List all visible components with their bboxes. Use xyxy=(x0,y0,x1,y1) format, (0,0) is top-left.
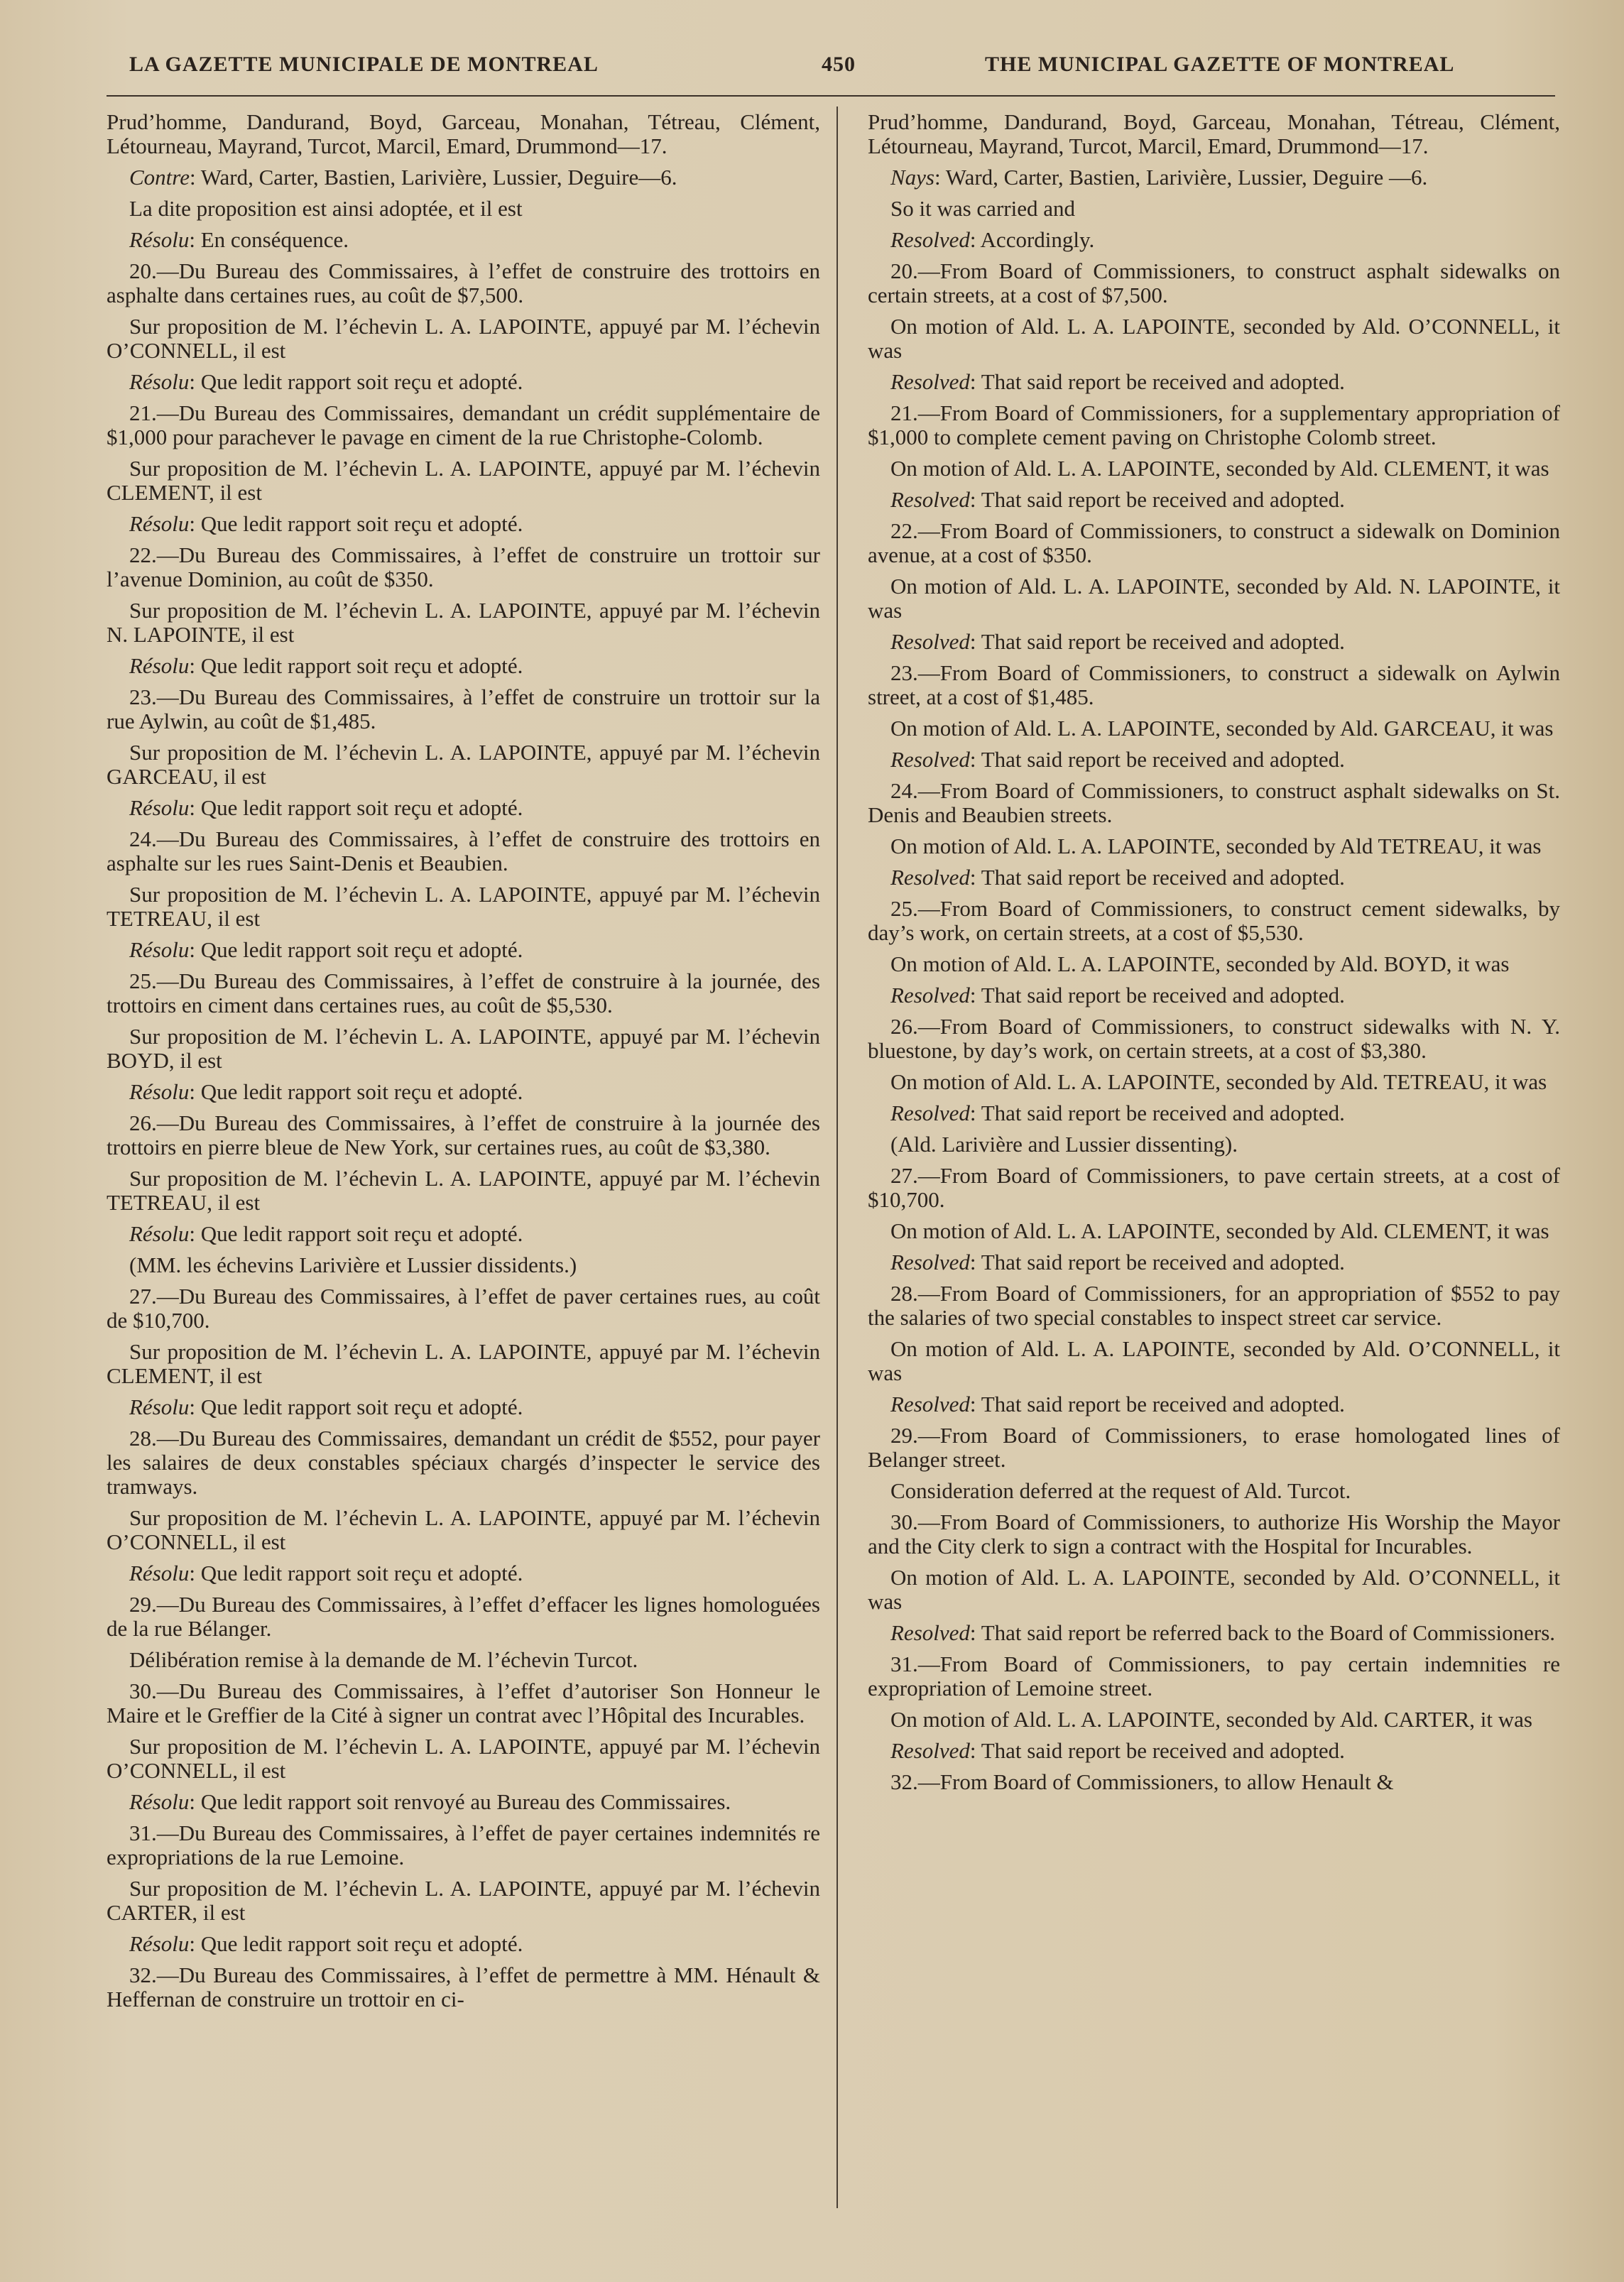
paragraph-text: Sur proposition de M. l’échevin L. A. LAPOINTE, appuyé par M. l’échevin CLEMENT, il est xyxy=(107,1339,820,1388)
paragraph xyxy=(107,685,820,733)
paragraph xyxy=(107,1821,820,1869)
paragraph-text: : En conséquence. xyxy=(189,227,349,252)
italic-label: Contre xyxy=(129,165,190,190)
paragraph-text: : That said report be received and adopted. xyxy=(969,983,1345,1008)
paragraph-text: Délibération remise à la demande de M. l’échevin Turcot. xyxy=(129,1647,638,1672)
paragraph-text: On motion of Ald. L. A. LAPOINTE, seconded by Ald. CLEMENT, it was xyxy=(890,456,1549,481)
paragraph xyxy=(107,110,820,158)
paragraph-text: : Que ledit rapport soit reçu et adopté. xyxy=(189,795,523,820)
paragraph xyxy=(107,197,820,221)
paragraph-text: On motion of Ald. L. A. LAPOINTE, seconded by Ald. BOYD, it was xyxy=(890,951,1510,976)
paragraph xyxy=(107,1395,820,1419)
italic-label: Résolu xyxy=(129,369,190,394)
paragraph xyxy=(107,1080,820,1104)
page-header xyxy=(129,53,1560,88)
paragraph xyxy=(868,748,1560,772)
paragraph-text: Sur proposition de M. l’échevin L. A. LAPOINTE, appuyé par M. l’échevin CLEMENT, il est xyxy=(107,456,820,505)
paragraph xyxy=(107,1679,820,1727)
paragraph-text: 22.—Du Bureau des Commissaires, à l’effet de construire un trottoir sur l’avenue Dominion, au coût de $350. xyxy=(107,542,820,591)
paragraph xyxy=(107,228,820,252)
italic-label: Resolved xyxy=(890,369,970,394)
paragraph xyxy=(107,741,820,789)
paragraph xyxy=(107,543,820,591)
paragraph-text: : Que ledit rapport soit reçu et adopté. xyxy=(189,1394,523,1419)
paragraph-text: (MM. les échevins Larivière et Lussier dissidents.) xyxy=(129,1252,577,1277)
paragraph-text: : Que ledit rapport soit reçu et adopté. xyxy=(189,1221,523,1246)
paragraph xyxy=(107,370,820,394)
paragraph xyxy=(868,1708,1560,1732)
page-number: 450 xyxy=(822,53,856,76)
paragraph-text: On motion of Ald. L. A. LAPOINTE, seconded by Ald. TETREAU, it was xyxy=(890,1069,1547,1094)
paragraph xyxy=(107,457,820,505)
paragraph-text: 27.—From Board of Commissioners, to pave certain streets, at a cost of $10,700. xyxy=(868,1163,1560,1212)
paragraph-text: 31.—From Board of Commissioners, to pay certain indemnities re expropriation of Lemoine street. xyxy=(868,1652,1560,1700)
paragraph-text: Sur proposition de M. l’échevin L. A. LAPOINTE, appuyé par M. l’échevin TETREAU, il est xyxy=(107,1166,820,1215)
paragraph xyxy=(868,110,1560,158)
paragraph-text: : That said report be received and adopted. xyxy=(969,1392,1345,1416)
paragraph-text: 23.—Du Bureau des Commissaires, à l’effet de construire un trottoir sur la rue Aylwin, au coût de $1,485. xyxy=(107,684,820,733)
italic-label: Résolu xyxy=(129,1561,190,1585)
paragraph xyxy=(868,519,1560,567)
column-divider xyxy=(836,107,838,2208)
paragraph xyxy=(868,370,1560,394)
paragraph xyxy=(868,897,1560,945)
paragraph-text: 25.—From Board of Commissioners, to construct cement sidewalks, by day’s work, on certain streets, at a cost of $5,530. xyxy=(868,896,1560,945)
italic-label: Resolved xyxy=(890,629,970,654)
paragraph-text: On motion of Ald. L. A. LAPOINTE, seconded by Ald. O’CONNELL, it was xyxy=(868,1565,1560,1614)
paragraph-text: : Que ledit rapport soit reçu et adopté. xyxy=(189,937,523,962)
italic-label: Résolu xyxy=(129,227,190,252)
paragraph-text: On motion of Ald. L. A. LAPOINTE, seconded by Ald. O’CONNELL, it was xyxy=(868,1336,1560,1385)
paragraph-text: : That said report be received and adopted. xyxy=(969,747,1345,772)
paragraph-text: : Accordingly. xyxy=(969,227,1095,252)
italic-label: Resolved xyxy=(890,1101,970,1125)
paragraph-text: La dite proposition est ainsi adoptée, et il est xyxy=(129,196,523,221)
paragraph-text: (Ald. Larivière and Lussier dissenting). xyxy=(890,1132,1238,1157)
paragraph xyxy=(868,834,1560,858)
paragraph xyxy=(868,457,1560,481)
paragraph-text: 32.—From Board of Commissioners, to allow Henault & xyxy=(890,1769,1394,1794)
italic-label: Résolu xyxy=(129,1789,190,1814)
paragraph xyxy=(868,1101,1560,1125)
italic-label: Resolved xyxy=(890,1738,970,1763)
italic-label: Resolved xyxy=(890,227,970,252)
paragraph xyxy=(107,1877,820,1925)
paragraph-text: : Que ledit rapport soit reçu et adopté. xyxy=(189,1079,523,1104)
italic-label: Résolu xyxy=(129,1394,190,1419)
italic-label: Résolu xyxy=(129,1931,190,1956)
paragraph-text: Sur proposition de M. l’échevin L. A. LAPOINTE, appuyé par M. l’échevin O’CONNELL, il est xyxy=(107,1734,820,1783)
paragraph xyxy=(107,1111,820,1159)
paragraph xyxy=(868,1739,1560,1763)
italic-label: Resolved xyxy=(890,1250,970,1274)
paragraph-text: 25.—Du Bureau des Commissaires, à l’effet de construire à la journée, des trottoirs en ciment dans certaines rues, au coût de $5,530. xyxy=(107,968,820,1017)
paragraph xyxy=(107,1593,820,1641)
paragraph xyxy=(107,1561,820,1585)
paragraph xyxy=(868,661,1560,709)
paragraph xyxy=(107,1963,820,2011)
paragraph-text: 21.—Du Bureau des Commissaires, demandant un crédit supplémentaire de $1,000 pour parachever le pavage en ciment de la rue Christophe-Colomb. xyxy=(107,400,820,449)
paragraph-text: : Ward, Carter, Bastien, Larivière, Lussier, Deguire —6. xyxy=(934,165,1428,190)
paragraph xyxy=(868,1621,1560,1645)
paragraph xyxy=(107,654,820,678)
paragraph-text: On motion of Ald. L. A. LAPOINTE, seconded by Ald. CARTER, it was xyxy=(890,1707,1532,1732)
paragraph-text: Sur proposition de M. l’échevin L. A. LAPOINTE, appuyé par M. l’échevin O’CONNELL, il est xyxy=(107,314,820,363)
paragraph-text: 21.—From Board of Commissioners, for a supplementary appropriation of $1,000 to complete cement paving on Christophe Colomb street. xyxy=(868,400,1560,449)
french-column xyxy=(107,110,820,2019)
paragraph xyxy=(107,1284,820,1333)
paragraph-text: : That said report be received and adopted. xyxy=(969,1738,1345,1763)
paragraph xyxy=(868,259,1560,307)
paragraph-text: : That said report be referred back to the Board of Commissioners. xyxy=(969,1620,1556,1645)
paragraph xyxy=(868,1337,1560,1385)
paragraph-text: On motion of Ald. L. A. LAPOINTE, seconded by Ald. O’CONNELL, it was xyxy=(868,314,1560,363)
paragraph xyxy=(868,1510,1560,1558)
paragraph xyxy=(107,827,820,875)
paragraph-text: : Que ledit rapport soit reçu et adopté. xyxy=(189,1931,523,1956)
paragraph xyxy=(107,796,820,820)
paragraph-text: 28.—From Board of Commissioners, for an appropriation of $552 to pay the salaries of two special constables to inspect street car service. xyxy=(868,1281,1560,1330)
paragraph-text: 31.—Du Bureau des Commissaires, à l’effet de payer certaines indemnités re expropriations de la rue Lemoine. xyxy=(107,1820,820,1869)
paragraph xyxy=(868,1392,1560,1416)
paragraph-text: 28.—Du Bureau des Commissaires, demandant un crédit de $552, pour payer les salaires de deux constables spéciaux chargés d’inspecter le service des tramways. xyxy=(107,1426,820,1499)
paragraph xyxy=(868,197,1560,221)
header-english-title: THE MUNICIPAL GAZETTE OF MONTREAL xyxy=(985,53,1455,76)
paragraph-text: 20.—From Board of Commissioners, to construct asphalt sidewalks on certain streets, at a cost of $7,500. xyxy=(868,258,1560,307)
paragraph xyxy=(107,315,820,363)
paragraph-text: 22.—From Board of Commissioners, to construct a sidewalk on Dominion avenue, at a cost of $350. xyxy=(868,518,1560,567)
paragraph xyxy=(107,1222,820,1246)
paragraph-text: 32.—Du Bureau des Commissaires, à l’effet de permettre à MM. Hénault & Heffernan de construire un trottoir en ci- xyxy=(107,1962,820,2011)
paragraph xyxy=(868,165,1560,190)
paragraph xyxy=(868,1250,1560,1274)
paragraph xyxy=(107,1790,820,1814)
paragraph xyxy=(107,599,820,647)
paragraph xyxy=(868,1132,1560,1157)
paragraph xyxy=(107,969,820,1017)
paragraph-text: 29.—Du Bureau des Commissaires, à l’effet d’effacer les lignes homologuées de la rue Bélanger. xyxy=(107,1592,820,1641)
header-french-title: LA GAZETTE MUNICIPALE DE MONTREAL xyxy=(129,53,599,76)
paragraph xyxy=(107,1253,820,1277)
paragraph-text: : That said report be received and adopted. xyxy=(969,1250,1345,1274)
italic-label: Resolved xyxy=(890,865,970,890)
paragraph xyxy=(107,1167,820,1215)
paragraph xyxy=(868,228,1560,252)
paragraph-text: Sur proposition de M. l’échevin L. A. LAPOINTE, appuyé par M. l’échevin O’CONNELL, il est xyxy=(107,1505,820,1554)
paragraph xyxy=(868,488,1560,512)
paragraph xyxy=(868,1770,1560,1794)
paragraph xyxy=(868,1652,1560,1700)
paragraph xyxy=(868,1164,1560,1212)
paragraph xyxy=(868,1070,1560,1094)
paragraph-text: Sur proposition de M. l’échevin L. A. LAPOINTE, appuyé par M. l’échevin N. LAPOINTE, il est xyxy=(107,598,820,647)
paragraph xyxy=(107,883,820,931)
paragraph xyxy=(868,952,1560,976)
paragraph-text: : That said report be received and adopted. xyxy=(969,865,1345,890)
paragraph xyxy=(107,401,820,449)
paragraph xyxy=(868,630,1560,654)
paragraph-text: 26.—From Board of Commissioners, to construct sidewalks with N. Y. bluestone, by day’s work, on certain streets, at a cost of $3,380. xyxy=(868,1014,1560,1063)
paragraph xyxy=(868,401,1560,449)
paragraph-text: Prud’homme, Dandurand, Boyd, Garceau, Monahan, Tétreau, Clément, Létourneau, Mayrand, Turcot, Marcil, Emard, Drummond—17. xyxy=(868,109,1560,158)
paragraph-text: On motion of Ald. L. A. LAPOINTE, seconded by Ald. N. LAPOINTE, it was xyxy=(868,574,1560,623)
paragraph-text: : Que ledit rapport soit reçu et adopté. xyxy=(189,369,523,394)
paragraph-text: 29.—From Board of Commissioners, to erase homologated lines of Belanger street. xyxy=(868,1423,1560,1472)
paragraph-text: Sur proposition de M. l’échevin L. A. LAPOINTE, appuyé par M. l’échevin BOYD, il est xyxy=(107,1024,820,1073)
italic-label: Résolu xyxy=(129,1221,190,1246)
paragraph xyxy=(868,1566,1560,1614)
paragraph-text: So it was carried and xyxy=(890,196,1075,221)
paragraph-text: : Que ledit rapport soit reçu et adopté. xyxy=(189,1561,523,1585)
paragraph-text: : Ward, Carter, Bastien, Larivière, Lussier, Deguire—6. xyxy=(189,165,677,190)
paragraph-text: Consideration deferred at the request of Ald. Turcot. xyxy=(890,1478,1351,1503)
paragraph-text: 24.—From Board of Commissioners, to construct asphalt sidewalks on St. Denis and Beaubien streets. xyxy=(868,778,1560,827)
paragraph-text: Sur proposition de M. l’échevin L. A. LAPOINTE, appuyé par M. l’échevin TETREAU, il est xyxy=(107,882,820,931)
paragraph-text: 30.—From Board of Commissioners, to authorize His Worship the Mayor and the City clerk to sign a contract with the Hospital for Incurables. xyxy=(868,1509,1560,1558)
paragraph-text: 30.—Du Bureau des Commissaires, à l’effet d’autoriser Son Honneur le Maire et le Greffier de la Cité à signer un contrat avec l’Hôpital des Incurables. xyxy=(107,1678,820,1727)
italic-label: Résolu xyxy=(129,653,190,678)
paragraph-text: : Que ledit rapport soit reçu et adopté. xyxy=(189,653,523,678)
paragraph-text: Sur proposition de M. l’échevin L. A. LAPOINTE, appuyé par M. l’échevin GARCEAU, il est xyxy=(107,740,820,789)
paragraph-text: On motion of Ald. L. A. LAPOINTE, seconded by Ald. GARCEAU, it was xyxy=(890,716,1554,741)
paragraph xyxy=(107,512,820,536)
paragraph-text: On motion of Ald. L. A. LAPOINTE, seconded by Ald. CLEMENT, it was xyxy=(890,1218,1549,1243)
italic-label: Resolved xyxy=(890,1620,970,1645)
paragraph-text: Prud’homme, Dandurand, Boyd, Garceau, Monahan, Tétreau, Clément, Létourneau, Mayrand, Turcot, Marcil, Emard, Drummond—17. xyxy=(107,109,820,158)
paragraph-text: : That said report be received and adopted. xyxy=(969,369,1345,394)
paragraph xyxy=(868,983,1560,1008)
italic-label: Résolu xyxy=(129,1079,190,1104)
paragraph xyxy=(107,938,820,962)
paragraph xyxy=(107,1648,820,1672)
paragraph xyxy=(107,1506,820,1554)
italic-label: Nays xyxy=(890,165,934,190)
paragraph-text: : That said report be received and adopted. xyxy=(969,487,1345,512)
english-column xyxy=(868,110,1560,1801)
paragraph xyxy=(868,1479,1560,1503)
paragraph xyxy=(107,1340,820,1388)
paragraph-text: Sur proposition de M. l’échevin L. A. LAPOINTE, appuyé par M. l’échevin CARTER, il est xyxy=(107,1876,820,1925)
paragraph xyxy=(107,165,820,190)
paragraph-text: 24.—Du Bureau des Commissaires, à l’effet de construire des trottoirs en asphalte sur les rues Saint-Denis et Beaubien. xyxy=(107,826,820,875)
paragraph-text: 27.—Du Bureau des Commissaires, à l’effet de paver certaines rues, au coût de $10,700. xyxy=(107,1284,820,1333)
paragraph xyxy=(868,1015,1560,1063)
paragraph-text: On motion of Ald. L. A. LAPOINTE, seconded by Ald TETREAU, it was xyxy=(890,834,1542,858)
paragraph xyxy=(107,1735,820,1783)
italic-label: Résolu xyxy=(129,511,190,536)
paragraph xyxy=(868,315,1560,363)
italic-label: Resolved xyxy=(890,487,970,512)
paragraph xyxy=(868,574,1560,623)
paragraph-text: : Que ledit rapport soit renvoyé au Bureau des Commissaires. xyxy=(189,1789,731,1814)
paragraph-text: : That said report be received and adopted. xyxy=(969,1101,1345,1125)
paragraph xyxy=(868,1219,1560,1243)
paragraph xyxy=(868,779,1560,827)
italic-label: Resolved xyxy=(890,747,970,772)
paragraph xyxy=(107,1426,820,1499)
paragraph-text: 26.—Du Bureau des Commissaires, à l’effet de construire à la journée des trottoirs en pierre bleue de New York, sur certaines rues, au coût de $3,380. xyxy=(107,1110,820,1159)
paragraph xyxy=(868,716,1560,741)
paragraph xyxy=(868,1424,1560,1472)
paragraph xyxy=(868,1282,1560,1330)
paragraph xyxy=(868,866,1560,890)
paragraph-text: 20.—Du Bureau des Commissaires, à l’effet de construire des trottoirs en asphalte dans certaines rues, au coût de $7,500. xyxy=(107,258,820,307)
italic-label: Résolu xyxy=(129,795,190,820)
paragraph xyxy=(107,1932,820,1956)
italic-label: Résolu xyxy=(129,937,190,962)
italic-label: Resolved xyxy=(890,983,970,1008)
paragraph xyxy=(107,259,820,307)
paragraph-text: 23.—From Board of Commissioners, to construct a sidewalk on Aylwin street, at a cost of $1,485. xyxy=(868,660,1560,709)
header-rule xyxy=(107,95,1555,97)
paragraph xyxy=(107,1025,820,1073)
italic-label: Resolved xyxy=(890,1392,970,1416)
paragraph-text: : That said report be received and adopted. xyxy=(969,629,1345,654)
paragraph-text: : Que ledit rapport soit reçu et adopté. xyxy=(189,511,523,536)
